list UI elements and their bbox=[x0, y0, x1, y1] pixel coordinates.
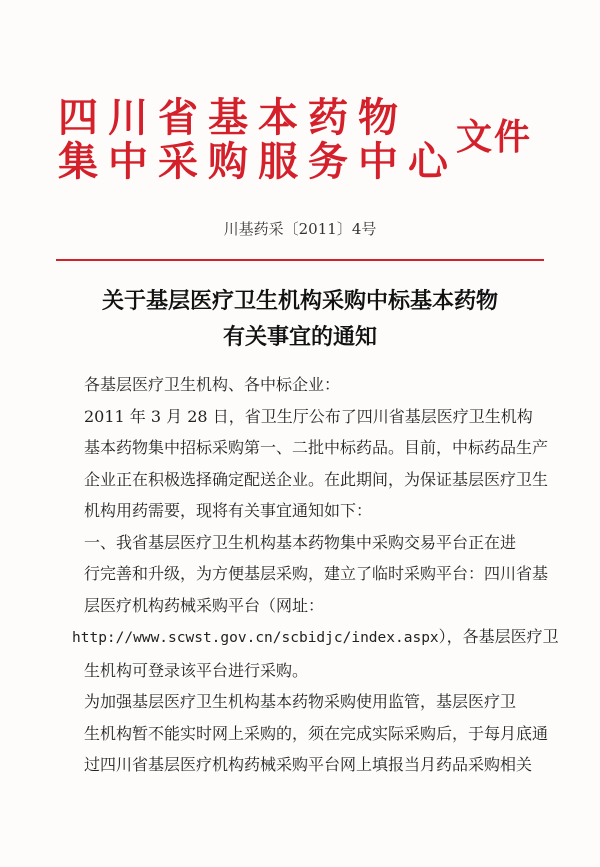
org-name-line2: 集中采购服务中心 bbox=[58, 139, 458, 185]
notice-title bbox=[0, 283, 600, 355]
paragraph2-line3: 层医疗机构药械采购平台（网址： bbox=[84, 595, 325, 615]
notice-body bbox=[72, 369, 559, 781]
platform-url[interactable]: http://www.scwst.gov.cn/scbidjc/index.aspx bbox=[72, 630, 439, 646]
paragraph2-line5: 生机构可登录该平台进行采购。 bbox=[84, 660, 309, 680]
paragraph2-line2: 行完善和升级，为方便基层采购，建立了临时采购平台：四川省基 bbox=[84, 564, 549, 583]
p1-l1-text: 2011 年 3 月 28 日，省卫生厅公布了四川省基层医疗卫生机构 bbox=[84, 406, 533, 426]
paragraph3-line3: 过四川省基层医疗机构药械采购平台网上填报当月药品采购相关 bbox=[84, 755, 533, 774]
p2-l4-rest: ），各基层医疗卫 bbox=[438, 627, 559, 646]
paragraph1-line4: 机构用药需要，现将有关事宜通知如下： bbox=[84, 501, 373, 520]
title-line2: 有关事宜的通知 bbox=[222, 324, 377, 350]
document-type-label: 文件 bbox=[456, 117, 533, 158]
paragraph3-line1: 为加强基层医疗卫生机构基本药物采购使用监管，基层医疗卫 bbox=[84, 692, 517, 711]
paragraph1-line2: 基本药物集中招标采购第一、二批中标药品。目前，中标药品生产 bbox=[84, 438, 549, 457]
paragraph2-line1: 一、我省基层医疗卫生机构基本药物集中采购交易平台正在进 bbox=[84, 532, 517, 552]
org-name-line1: 四川省基本药物 bbox=[58, 95, 408, 141]
document-number: 川基药采〔2011〕4号 bbox=[223, 220, 377, 238]
paragraph1-line3: 企业正在积极选择确定配送企业。在此期间，为保证基层医疗卫生 bbox=[84, 469, 549, 489]
paragraph2-line4 bbox=[72, 621, 559, 655]
salutation: 各基层医疗卫生机构、各中标企业： bbox=[84, 375, 341, 394]
paragraph1-line1 bbox=[84, 401, 554, 433]
paragraph3-line2: 生机构暂不能实时网上采购的，须在完成实际采购后，于每月底通 bbox=[84, 723, 549, 743]
title-line1: 关于基层医疗卫生机构采购中标基本药物 bbox=[101, 288, 498, 314]
red-separator-line bbox=[56, 259, 544, 261]
